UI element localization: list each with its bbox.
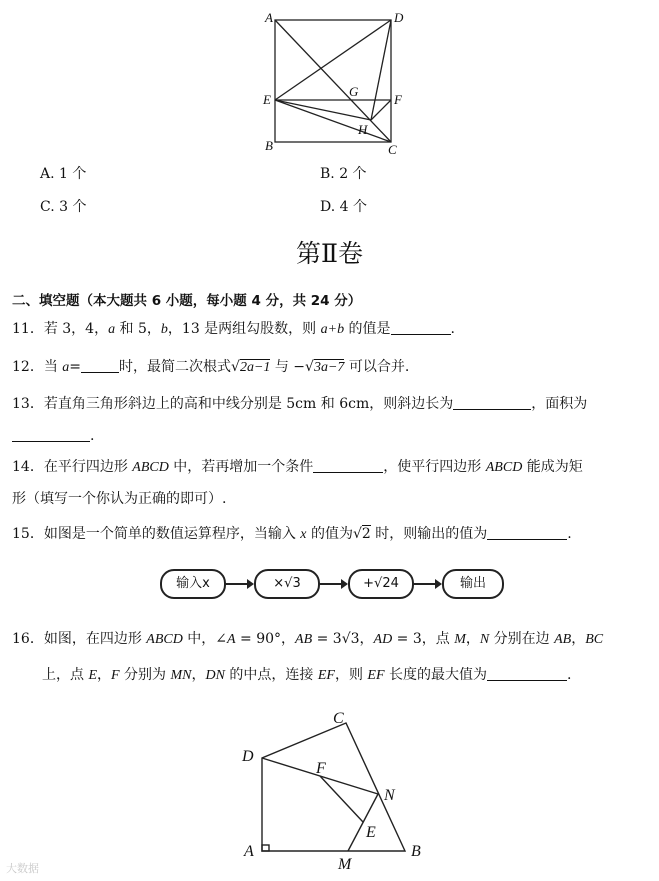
flowchart-output: 输出	[442, 569, 504, 599]
part-title: 第Ⅱ卷	[296, 239, 363, 268]
figure1-label-d: D	[394, 10, 404, 25]
answer-blank[interactable]	[487, 525, 567, 540]
section-heading: 二、填空题（本大题共 6 小题，每小题 4 分，共 24 分）	[12, 293, 362, 309]
flow-arrow	[320, 583, 342, 585]
radical-sign: √	[352, 526, 362, 542]
question-11: 11．若 3，4，a 和 5，b，13 是两组勾股数，则 a+b 的值是 .	[12, 321, 455, 337]
option-c: C. 3 个	[40, 199, 87, 215]
figure1-label-e: E	[263, 92, 271, 107]
figure2-label-c: C	[333, 710, 344, 727]
watermark: 大数据	[6, 862, 39, 875]
flow-arrow	[226, 583, 248, 585]
question-14: 14．在平行四边形 ABCD 中，若再增加一个条件 ，使平行四边形 ABCD 能成为矩	[12, 459, 583, 475]
flow-arrow	[414, 583, 436, 585]
option-d: D. 4 个	[320, 199, 367, 215]
figure2-label-d: D	[242, 748, 254, 765]
question-15: 15．如图是一个简单的数值运算程序，当输入 x 的值为√2 时，则输出的值为 .	[12, 526, 572, 542]
radical-sign: √	[305, 359, 314, 375]
figure2-label-n: N	[384, 787, 395, 804]
figure2-label-a: A	[244, 843, 254, 860]
question-14-line2: 形（填写一个你认为正确的即可）.	[12, 491, 227, 507]
question-13-line2: .	[12, 427, 94, 444]
figure2-label-b: B	[411, 843, 421, 860]
answer-blank[interactable]	[453, 395, 531, 410]
figure1-label-b: B	[265, 138, 273, 153]
option-b: B. 2 个	[320, 166, 367, 182]
square-figure	[255, 8, 415, 158]
figure1-label-f: F	[394, 92, 402, 107]
figure1-label-c: C	[388, 142, 397, 157]
answer-blank[interactable]	[313, 458, 383, 473]
question-13: 13．若直角三角形斜边上的高和中线分别是 5cm 和 6cm，则斜边长为 ，面积为	[12, 396, 588, 412]
figure1-label-h: H	[358, 122, 368, 137]
flowchart-input: 输入x	[160, 569, 226, 599]
answer-blank[interactable]	[391, 320, 451, 335]
option-a: A. 1 个	[40, 166, 87, 182]
radical-sign: √	[231, 359, 240, 375]
question-16: 16．如图，在四边形 ABCD 中，∠A = 90°，AB = 3√3，AD = 3，点 M，N 分别在边 AB，BC	[12, 631, 604, 647]
figure1-label-g: G	[349, 84, 359, 99]
figure2-label-e: E	[366, 824, 376, 841]
answer-blank[interactable]	[81, 358, 119, 373]
quadrilateral-figure	[240, 706, 440, 866]
figure1-label-a: A	[265, 10, 273, 25]
figure2-label-f: F	[316, 760, 326, 777]
flowchart-step-add: +√24	[348, 569, 414, 599]
figure2-label-m: M	[338, 856, 352, 873]
flowchart-step-multiply: ×√3	[254, 569, 320, 599]
answer-blank[interactable]	[12, 427, 90, 442]
answer-blank[interactable]	[487, 666, 567, 681]
question-16-line2: 上，点 E，F 分别为 MN，DN 的中点，连接 EF，则 EF 长度的最大值为 .	[42, 667, 572, 683]
question-12: 12．当 a= 时，最简二次根式√2a−1 与 −√3a−7 可以合并.	[12, 359, 410, 375]
